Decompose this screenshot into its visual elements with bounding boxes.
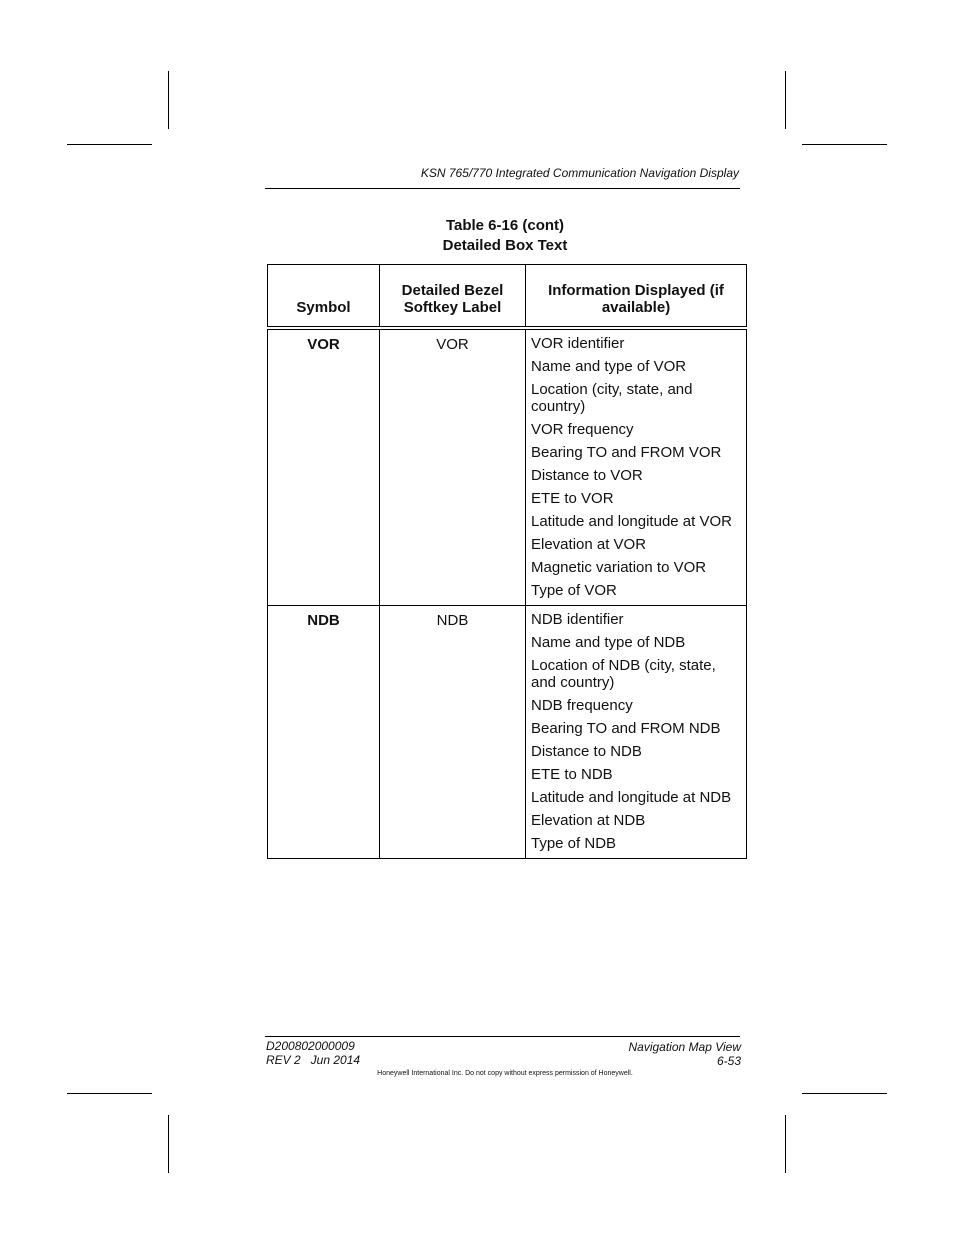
information-item: ETE to VOR [531, 490, 614, 507]
information-item: Distance to VOR [531, 467, 643, 484]
information-item: Bearing TO and FROM VOR [531, 444, 722, 461]
table-caption-title: Detailed Box Text [442, 237, 568, 254]
crop-mark [802, 1093, 887, 1094]
crop-mark [67, 144, 152, 145]
information-item: Elevation at VOR [531, 536, 647, 553]
footer-rule [265, 1036, 740, 1037]
section-title: Navigation Map View [628, 1040, 741, 1054]
crop-mark [785, 1115, 786, 1173]
crop-mark [785, 71, 786, 129]
page-number: 6-53 [716, 1054, 741, 1068]
crop-mark [802, 144, 887, 145]
table-header-row [268, 265, 747, 329]
symbol-cell: NDB [268, 606, 380, 859]
information-item: Location of NDB (city, state, and country) [531, 657, 716, 691]
information-item: Elevation at NDB [531, 812, 646, 829]
information-item: Location (city, state, and country) [531, 381, 693, 415]
information-item: Name and type of VOR [531, 358, 687, 375]
information-item: VOR frequency [531, 421, 634, 438]
revision-date: REV 2 Jun 2014 [266, 1053, 361, 1067]
information-item: Magnetic variation to VOR [531, 559, 707, 576]
table-row [268, 328, 747, 606]
crop-mark [67, 1093, 152, 1094]
detailed-box-text-table [267, 264, 747, 859]
symbol-cell: VOR [268, 328, 380, 606]
column-header-information: Information Displayed (if available) [526, 265, 747, 329]
softkey-label-cell: NDB [380, 606, 526, 859]
information-item: Latitude and longitude at NDB [531, 789, 732, 806]
information-cell [526, 606, 747, 859]
column-header-softkey-label: Detailed Bezel Softkey Label [380, 265, 526, 329]
header-rule [265, 188, 740, 189]
softkey-label-cell: VOR [380, 328, 526, 606]
information-item: Type of VOR [531, 582, 617, 599]
information-cell [526, 328, 747, 606]
column-header-symbol: Symbol [268, 265, 380, 329]
information-item: Distance to NDB [531, 743, 642, 760]
information-item: Name and type of NDB [531, 634, 686, 651]
information-item: NDB identifier [531, 611, 624, 628]
information-item: NDB frequency [531, 697, 633, 714]
copyright-notice: Honeywell International Inc. Do not copy without express permission of Honeywell. [377, 1070, 633, 1077]
information-item: VOR identifier [531, 335, 625, 352]
crop-mark [168, 71, 169, 129]
document-number: D200802000009 [266, 1039, 355, 1053]
information-item: Bearing TO and FROM NDB [531, 720, 721, 737]
table-row [268, 606, 747, 859]
crop-mark [168, 1115, 169, 1173]
table-caption-number: Table 6-16 (cont) [445, 217, 565, 234]
information-item: Type of NDB [531, 835, 617, 852]
information-item: ETE to NDB [531, 766, 613, 783]
running-header: KSN 765/770 Integrated Communication Navigation Display [420, 166, 739, 180]
information-item: Latitude and longitude at VOR [531, 513, 732, 530]
